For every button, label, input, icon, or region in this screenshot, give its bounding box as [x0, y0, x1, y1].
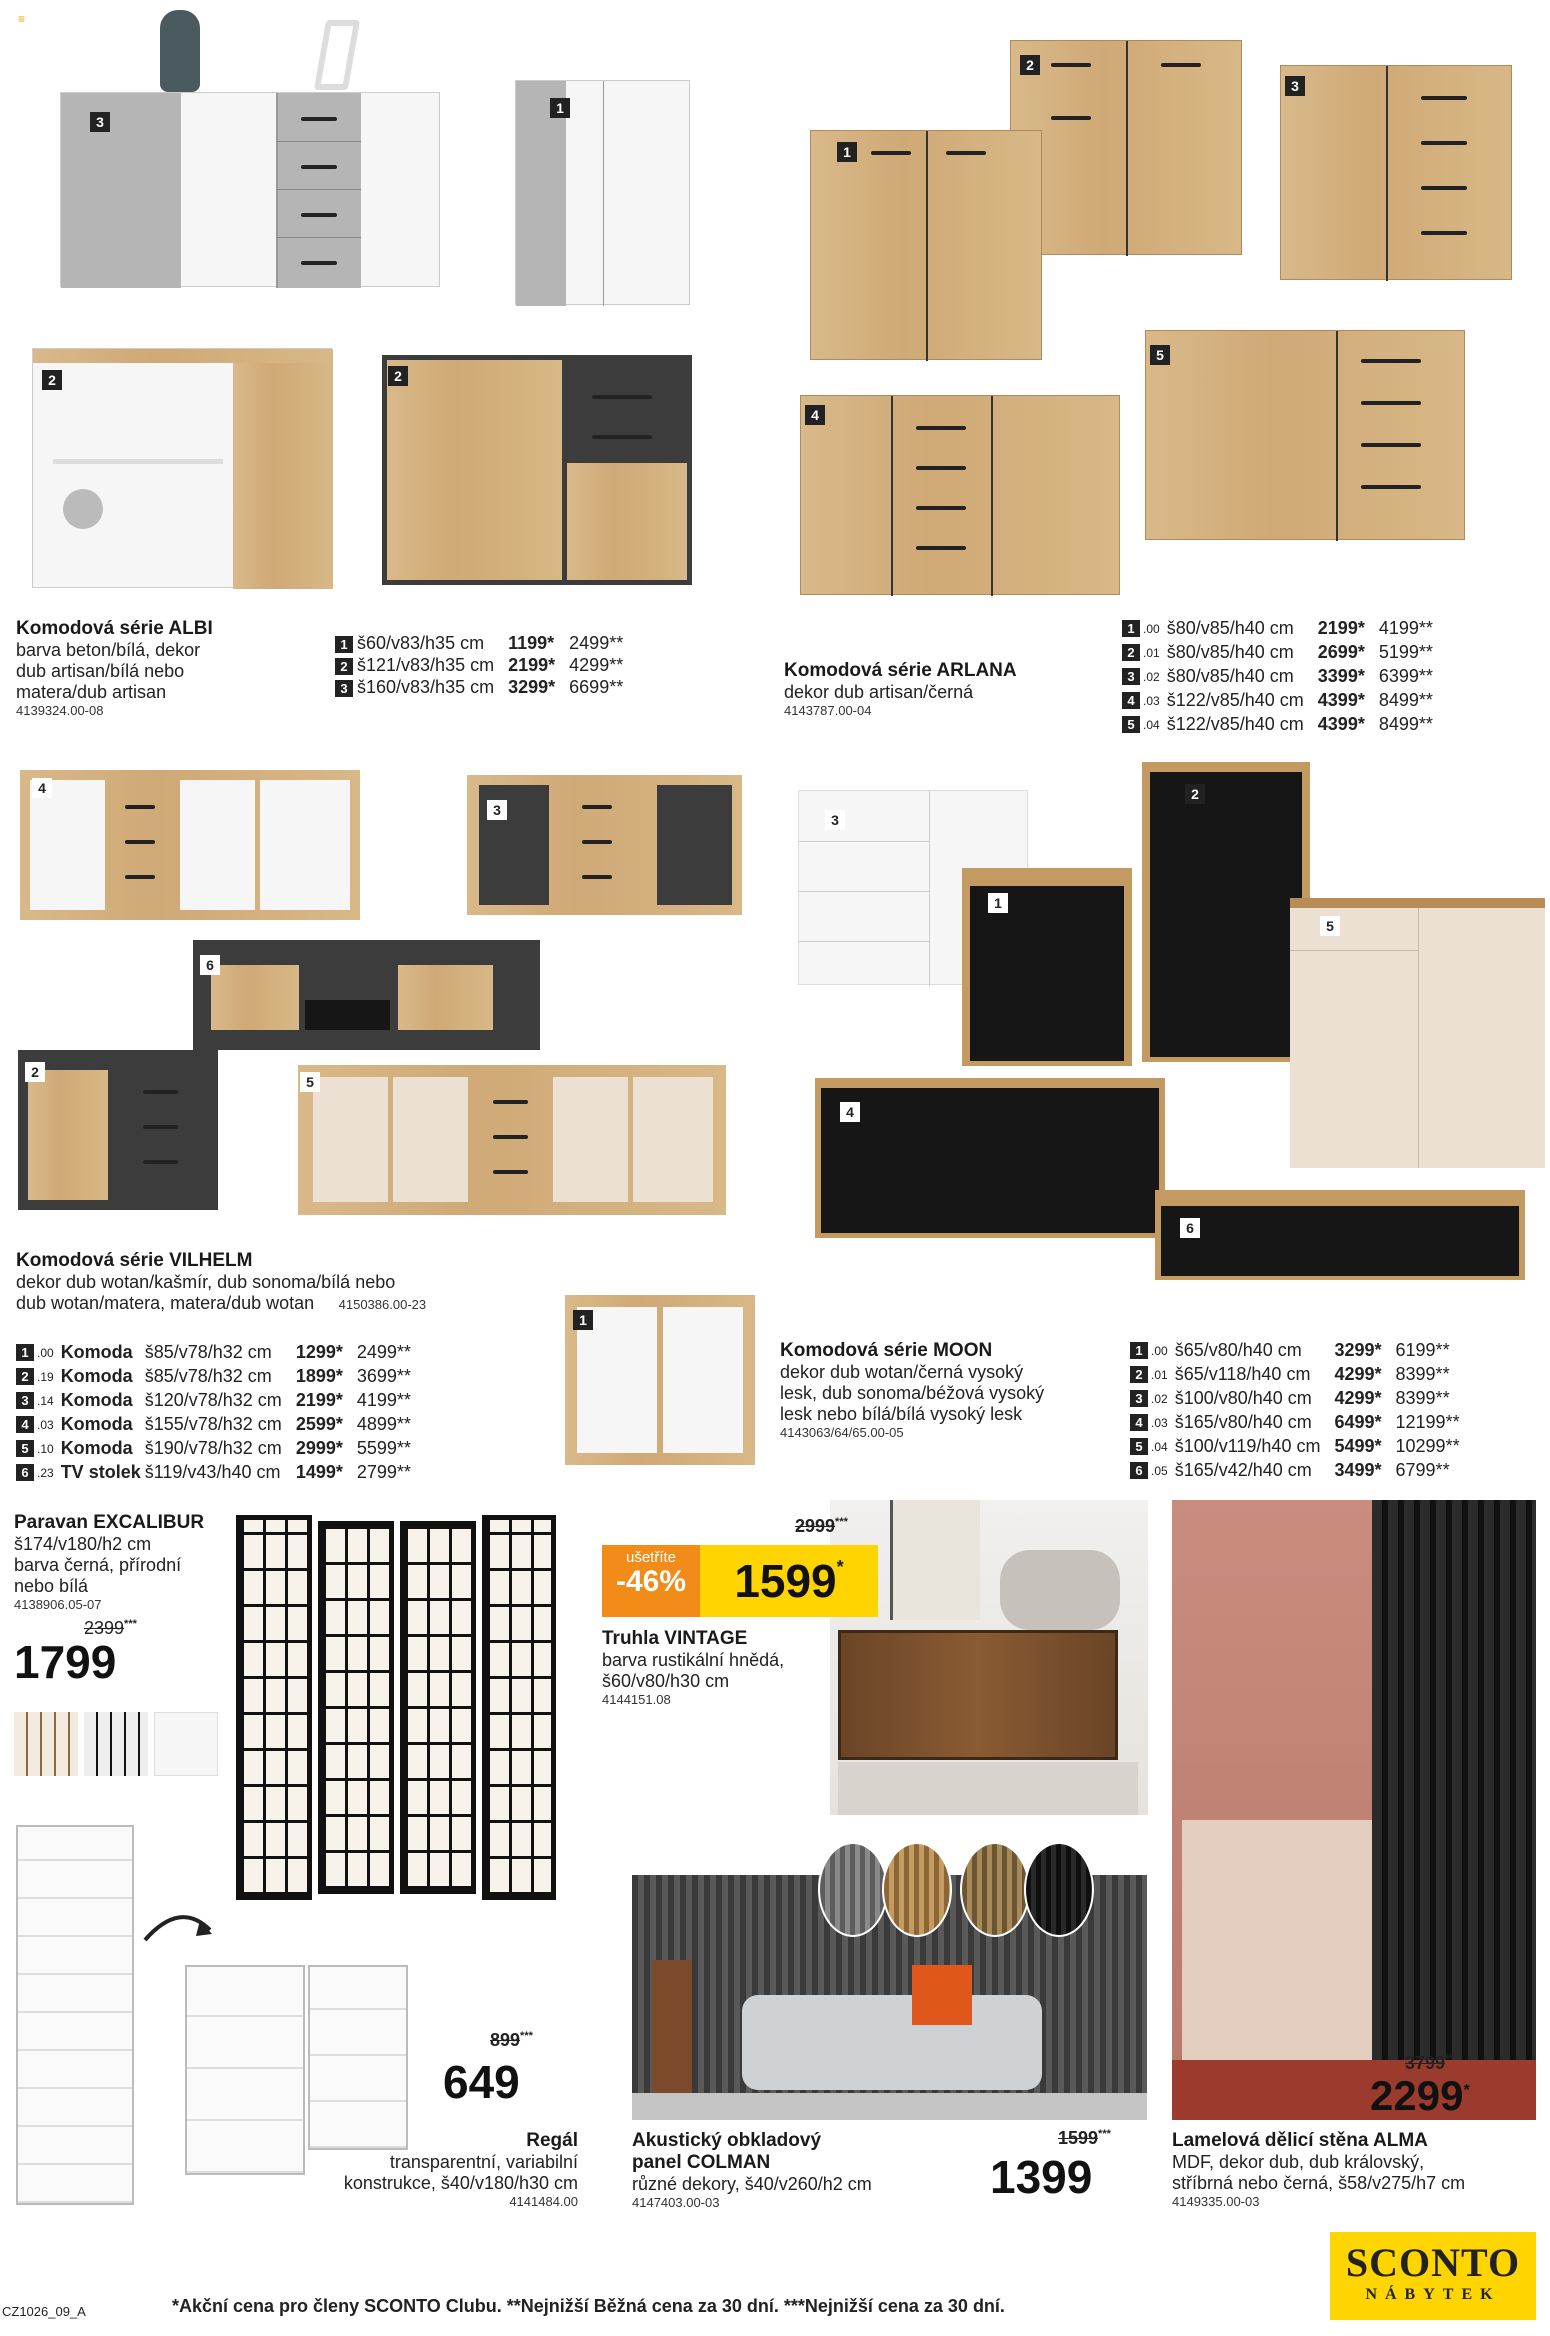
- arlana-1-cabinet: [810, 130, 1042, 360]
- regular-price: 4199**: [1378, 618, 1433, 638]
- albi-1-cabinet: [515, 80, 690, 305]
- table-row: [16, 1460, 415, 1484]
- photo-label: 2: [388, 366, 408, 386]
- excalibur-code: 4138906.05-07: [14, 1597, 102, 1612]
- photo-label: 1: [550, 98, 570, 118]
- regal-info: [290, 2130, 578, 2209]
- albi-code: 4139324.00-08: [16, 703, 104, 718]
- alma-desc-line: MDF, dekor dub, dub královský,: [1172, 2152, 1425, 2172]
- club-price: 4399*: [1317, 690, 1365, 710]
- price-mark: ***: [1098, 2128, 1111, 2140]
- table-row: [1130, 1434, 1464, 1458]
- variant-suffix: .05: [1151, 1464, 1168, 1478]
- regular-price: 4199**: [356, 1390, 411, 1410]
- variant-suffix: .00: [1143, 622, 1160, 636]
- photo-label: 3: [825, 810, 845, 830]
- colman-price: 1399: [990, 2151, 1093, 2203]
- table-row: [335, 676, 627, 698]
- vintage-title: Truhla VINTAGE: [602, 1628, 748, 1649]
- variant-suffix: .14: [37, 1394, 54, 1408]
- swatch-black: [84, 1712, 148, 1776]
- dimensions: š122/v85/h40 cm: [1166, 714, 1304, 734]
- arlana-photo-area: [780, 0, 1550, 610]
- table-row: [1122, 640, 1437, 664]
- footer-note: *Akční cena pro členy SCONTO Clubu. **Nejnižší Běžná cena za 30 dní. ***Nejnižší cena za 30 dní.: [172, 2296, 1005, 2316]
- vintage-old-price: [795, 1516, 848, 1537]
- regular-price: 8399**: [1395, 1388, 1450, 1408]
- regular-price: 2799**: [356, 1462, 411, 1482]
- club-price: 1299*: [295, 1342, 343, 1362]
- regular-price: 5599**: [356, 1438, 411, 1458]
- photo-label: 5: [1320, 916, 1340, 936]
- sconto-logo: [1330, 2232, 1536, 2320]
- club-price: 2599*: [295, 1414, 343, 1434]
- alma-code: 4149335.00-03: [1172, 2194, 1260, 2209]
- alma-info: [1172, 2130, 1542, 2209]
- moon-title: Komodová série MOON: [780, 1340, 993, 1361]
- photo-label: 2: [25, 1062, 45, 1082]
- table-row: [1130, 1338, 1464, 1362]
- size-number: 1: [1122, 620, 1140, 637]
- size-number: 4: [16, 1416, 34, 1433]
- vilhelm-code: 4150386.00-23: [338, 1297, 427, 1312]
- table-row: [1130, 1458, 1464, 1482]
- albi-info: [16, 618, 336, 718]
- regular-price: 6799**: [1395, 1460, 1450, 1480]
- club-price: 6499*: [1334, 1412, 1382, 1432]
- photo-label: 3: [487, 800, 507, 820]
- regular-price: 4299**: [569, 655, 624, 675]
- colman-info: [632, 2130, 932, 2210]
- arrow-icon: [140, 1900, 220, 1950]
- size-number: 3: [1122, 668, 1140, 685]
- vilhelm-info: [16, 1250, 556, 1314]
- swatch-white: [154, 1712, 218, 1776]
- club-price: 4299*: [1334, 1364, 1382, 1384]
- old-price-value: 899: [490, 2030, 521, 2050]
- variant-suffix: .19: [37, 1370, 54, 1384]
- alma-desc-line: stříbrná nebo černá, š58/v275/h7 cm: [1172, 2173, 1466, 2193]
- dimensions: š120/v78/h32 cm: [144, 1390, 282, 1410]
- table-row: [1130, 1386, 1464, 1410]
- photo-label: 4: [32, 778, 52, 798]
- club-price: 3299*: [508, 677, 556, 697]
- variant-suffix: .04: [1143, 718, 1160, 732]
- moon-photo-area: [780, 750, 1550, 1280]
- excalibur-title: Paravan EXCALIBUR: [14, 1512, 205, 1533]
- regular-price: 6699**: [569, 677, 624, 697]
- size-number: 2: [335, 658, 353, 675]
- regular-price: 8499**: [1378, 690, 1433, 710]
- club-price: 2199*: [295, 1390, 343, 1410]
- albi-2-oak-cabinet: [382, 355, 692, 585]
- albi-desc-line: barva beton/bílá, dekor: [16, 640, 201, 660]
- excalibur-desc-line: š174/v180/h2 cm: [14, 1534, 152, 1554]
- size-number: 5: [1130, 1438, 1148, 1455]
- club-price: 2199*: [508, 655, 556, 675]
- alma-price: [1370, 2072, 1470, 2120]
- size-number: 3: [16, 1392, 34, 1409]
- colman-title-line: Akustický obkladový: [632, 2130, 822, 2151]
- table-row: [1122, 664, 1437, 688]
- albi-2-open-cabinet: [32, 348, 332, 588]
- variant-suffix: .01: [1143, 646, 1160, 660]
- table-row: [1122, 688, 1437, 712]
- regular-price: 3699**: [356, 1366, 411, 1386]
- vilhelm-desc-line: dekor dub wotan/kašmír, dub sonoma/bílá nebo: [16, 1272, 396, 1292]
- colman-swatch-oak: [882, 1842, 952, 1937]
- table-row: [1122, 712, 1437, 736]
- arlana-info: [784, 660, 1114, 718]
- club-price: 2199*: [1317, 618, 1365, 638]
- old-price-value: 3799: [1405, 2053, 1446, 2073]
- size-number: 5: [16, 1440, 34, 1457]
- albi-photo-area: [0, 0, 760, 610]
- excalibur-info: [14, 1512, 244, 1688]
- price-mark: ***: [124, 1618, 137, 1630]
- product-name: Komoda: [60, 1438, 133, 1458]
- regular-price: 10299**: [1395, 1436, 1460, 1456]
- vintage-code: 4144151.08: [602, 1692, 671, 1707]
- regular-price: 4899**: [356, 1414, 411, 1434]
- variant-suffix: .00: [37, 1346, 54, 1360]
- moon-5-cabinet: [1290, 898, 1545, 1168]
- albi-title: Komodová série ALBI: [16, 618, 213, 639]
- table-row: [335, 632, 627, 654]
- club-price: 2999*: [295, 1438, 343, 1458]
- dimensions: š100/v119/h40 cm: [1174, 1436, 1321, 1456]
- variant-suffix: .23: [37, 1466, 54, 1480]
- club-price: 5499*: [1334, 1436, 1382, 1456]
- table-row: [16, 1412, 415, 1436]
- vilhelm-5-cabinet: [298, 1065, 726, 1215]
- moon-price-table: [1130, 1338, 1464, 1482]
- regular-price: 6199**: [1395, 1340, 1450, 1360]
- alma-price-value: 2299: [1370, 2072, 1464, 2119]
- decor-x: [314, 20, 360, 90]
- dimensions: š100/v80/h40 cm: [1174, 1388, 1312, 1408]
- size-number: 6: [16, 1464, 34, 1481]
- dimensions: š85/v78/h32 cm: [144, 1342, 272, 1362]
- dimensions: š165/v80/h40 cm: [1174, 1412, 1312, 1432]
- vilhelm-3-cabinet: [467, 775, 742, 915]
- regular-price: 5199**: [1378, 642, 1433, 662]
- size-number: 1: [1130, 1342, 1148, 1359]
- albi-desc-line: dub artisan/bílá nebo: [16, 661, 185, 681]
- regal-title: Regál: [526, 2130, 578, 2151]
- alma-title: Lamelová dělicí stěna ALMA: [1172, 2130, 1428, 2151]
- variant-suffix: .10: [37, 1442, 54, 1456]
- dimensions: š80/v85/h40 cm: [1166, 666, 1294, 686]
- price-mark: *: [836, 1557, 844, 1577]
- moon-info: [780, 1340, 1110, 1440]
- dimensions: š190/v78/h32 cm: [144, 1438, 282, 1458]
- table-row: [16, 1340, 415, 1364]
- brand-subtitle: NÁBYTEK: [1365, 2286, 1501, 2303]
- vilhelm-4-cabinet: [20, 770, 360, 920]
- table-row: [16, 1364, 415, 1388]
- vilhelm-desc-line: dub wotan/matera, matera/dub wotan: [16, 1293, 315, 1313]
- albi-3-cabinet: [60, 92, 440, 287]
- variant-suffix: .03: [1143, 694, 1160, 708]
- club-price: 4399*: [1317, 714, 1365, 734]
- table-row: [1130, 1362, 1464, 1386]
- regal-wide-photo-2: [308, 1965, 408, 2150]
- albi-desc-line: matera/dub artisan: [16, 682, 167, 702]
- vintage-desc-line: barva rustikální hnědá,: [602, 1650, 785, 1670]
- size-number: 1: [335, 636, 353, 653]
- dimensions: š80/v85/h40 cm: [1166, 618, 1294, 638]
- dimensions: š121/v83/h35 cm: [357, 655, 495, 675]
- variant-suffix: .03: [37, 1418, 54, 1432]
- colman-desc-line: různé dekory, š40/v260/h2 cm: [632, 2174, 872, 2194]
- size-number: 3: [1130, 1390, 1148, 1407]
- size-number: 2: [16, 1368, 34, 1385]
- table-row: [1122, 616, 1437, 640]
- price-mark: **: [1445, 2053, 1454, 2065]
- albi-price-table: [335, 632, 627, 698]
- photo-label: 1: [573, 1310, 593, 1330]
- club-price: 1499*: [295, 1462, 343, 1482]
- club-price: 1199*: [508, 633, 555, 653]
- photo-label: 4: [805, 405, 825, 425]
- moon-2-cabinet: [1142, 762, 1310, 1062]
- regal-tall-photo: [16, 1825, 134, 2205]
- moon-desc-line: dekor dub wotan/černá vysoký: [780, 1362, 1024, 1382]
- discount-badge: [602, 1545, 700, 1617]
- excalibur-price: 1799: [14, 1636, 117, 1688]
- swatch-natural: [14, 1712, 78, 1776]
- size-number: 3: [335, 680, 353, 697]
- variant-suffix: .01: [1151, 1368, 1168, 1382]
- product-name: Komoda: [60, 1342, 133, 1362]
- footer-code: CZ1026_09_A: [2, 2304, 86, 2319]
- photo-label: 4: [840, 1102, 860, 1122]
- regal-wide-photo: [185, 1965, 305, 2175]
- size-number: 4: [1130, 1414, 1148, 1431]
- arlana-2-cabinet: [1010, 40, 1242, 255]
- photo-label: 2: [42, 370, 62, 390]
- dimensions: š60/v83/h35 cm: [357, 633, 485, 653]
- table-row: [16, 1436, 415, 1460]
- price-mark: ***: [520, 2030, 533, 2042]
- dimensions: š155/v78/h32 cm: [144, 1414, 282, 1434]
- vilhelm-6-tv-stand: [193, 940, 540, 1050]
- variant-suffix: .02: [1151, 1392, 1168, 1406]
- excalibur-desc-line: nebo bílá: [14, 1576, 89, 1596]
- vilhelm-title: Komodová série VILHELM: [16, 1250, 253, 1271]
- dimensions: š65/v118/h40 cm: [1174, 1364, 1311, 1384]
- colman-swatch-walnut: [960, 1842, 1030, 1937]
- photo-label: 6: [200, 955, 220, 975]
- regal-price: 649: [443, 2056, 520, 2108]
- table-row: [16, 1388, 415, 1412]
- photo-label: 3: [90, 112, 110, 132]
- price-mark: *: [1463, 2082, 1470, 2099]
- regular-price: 2499**: [356, 1342, 411, 1362]
- dimensions: š85/v78/h32 cm: [144, 1366, 272, 1386]
- colman-swatch-grey: [818, 1842, 888, 1937]
- variant-suffix: .00: [1151, 1344, 1168, 1358]
- regal-desc-line: transparentní, variabilní: [389, 2152, 578, 2172]
- club-price: 2699*: [1317, 642, 1365, 662]
- dimensions: š119/v43/h40 cm: [144, 1462, 281, 1482]
- regular-price: 8399**: [1395, 1364, 1450, 1384]
- photo-label: 6: [1180, 1218, 1200, 1238]
- dimensions: š160/v83/h35 cm: [357, 677, 495, 697]
- size-number: 4: [1122, 692, 1140, 709]
- brand-name: SCONTO: [1345, 2240, 1521, 2285]
- size-number: 5: [1122, 716, 1140, 733]
- vintage-desc-line: š60/v80/h30 cm: [602, 1671, 730, 1691]
- size-number: 2: [1122, 644, 1140, 661]
- size-number: 2: [1130, 1366, 1148, 1383]
- vilhelm-1-cabinet: [565, 1295, 755, 1465]
- product-name: Komoda: [60, 1414, 133, 1434]
- size-number: 6: [1130, 1462, 1148, 1479]
- product-name: TV stolek: [60, 1462, 141, 1482]
- vintage-price-box: [700, 1545, 878, 1617]
- vilhelm-price-table: [16, 1340, 415, 1484]
- photo-label: 2: [1185, 784, 1205, 804]
- colman-title-line: panel COLMAN: [632, 2152, 771, 2173]
- vilhelm-photo-area: [0, 750, 760, 1250]
- colman-old-price: [1058, 2128, 1111, 2149]
- excalibur-desc-line: barva černá, přírodní: [14, 1555, 182, 1575]
- discount-percent: -46%: [615, 1565, 687, 1598]
- vase-decor: [160, 10, 200, 92]
- club-price: 3299*: [1334, 1340, 1382, 1360]
- regular-price: 2499**: [569, 633, 624, 653]
- photo-label: 1: [837, 142, 857, 162]
- arlana-3-cabinet: [1280, 65, 1512, 280]
- regular-price: 12199**: [1395, 1412, 1460, 1432]
- arlana-5-cabinet: [1145, 330, 1465, 540]
- variant-suffix: .02: [1143, 670, 1160, 684]
- photo-label: 5: [1150, 345, 1170, 365]
- moon-6-tv-stand: [1155, 1190, 1525, 1280]
- product-name: Komoda: [60, 1390, 133, 1410]
- photo-label: 2: [1020, 55, 1040, 75]
- dimensions: š165/v42/h40 cm: [1174, 1460, 1312, 1480]
- colman-code: 4147403.00-03: [632, 2195, 720, 2210]
- vintage-price: 1599: [734, 1555, 837, 1607]
- arlana-desc-line: dekor dub artisan/černá: [784, 682, 974, 702]
- dimensions: š122/v85/h40 cm: [1166, 690, 1304, 710]
- club-price: 3499*: [1334, 1460, 1382, 1480]
- alma-old-price: [1405, 2053, 1454, 2074]
- regular-price: 6399**: [1378, 666, 1433, 686]
- photo-label: 3: [1285, 76, 1305, 96]
- colman-swatch-black: [1024, 1842, 1094, 1937]
- product-name: Komoda: [60, 1366, 133, 1386]
- corner-mark: ≡: [18, 12, 26, 26]
- table-row: [1130, 1410, 1464, 1434]
- old-price-value: 2999: [795, 1516, 836, 1536]
- variant-suffix: .03: [1151, 1416, 1168, 1430]
- vilhelm-2-cabinet: [18, 1050, 218, 1210]
- alma-photo: [1172, 1500, 1536, 2120]
- club-price: 4299*: [1334, 1388, 1382, 1408]
- regular-price: 8499**: [1378, 714, 1433, 734]
- table-row: [335, 654, 627, 676]
- discount-label: ušetříte: [625, 1549, 677, 1566]
- old-price-value: 2399: [84, 1618, 125, 1638]
- variant-suffix: .04: [1151, 1440, 1168, 1454]
- photo-label: 1: [988, 893, 1008, 913]
- regal-old-price: [490, 2030, 533, 2051]
- vintage-info: [602, 1628, 832, 1707]
- excalibur-screen-photo: [236, 1515, 556, 1905]
- price-mark: ***: [835, 1516, 848, 1528]
- photo-label: 5: [300, 1072, 320, 1092]
- club-price: 3399*: [1317, 666, 1365, 686]
- regal-code: 4141484.00: [509, 2194, 578, 2209]
- moon-code: 4143063/64/65.00-05: [780, 1425, 904, 1440]
- arlana-title: Komodová série ARLANA: [784, 660, 1017, 681]
- moon-desc-line: lesk nebo bílá/bílá vysoký lesk: [780, 1404, 1023, 1424]
- arlana-code: 4143787.00-04: [784, 703, 872, 718]
- arlana-4-cabinet: [800, 395, 1120, 595]
- dimensions: š80/v85/h40 cm: [1166, 642, 1294, 662]
- moon-4-cabinet: [815, 1078, 1165, 1238]
- size-number: 1: [16, 1344, 34, 1361]
- arlana-price-table: [1122, 616, 1437, 736]
- old-price-value: 1599: [1058, 2128, 1099, 2148]
- dimensions: š65/v80/h40 cm: [1174, 1340, 1302, 1360]
- regal-desc-line: konstrukce, š40/v180/h30 cm: [343, 2173, 578, 2193]
- club-price: 1899*: [295, 1366, 343, 1386]
- moon-desc-line: lesk, dub sonoma/béžová vysoký: [780, 1383, 1045, 1403]
